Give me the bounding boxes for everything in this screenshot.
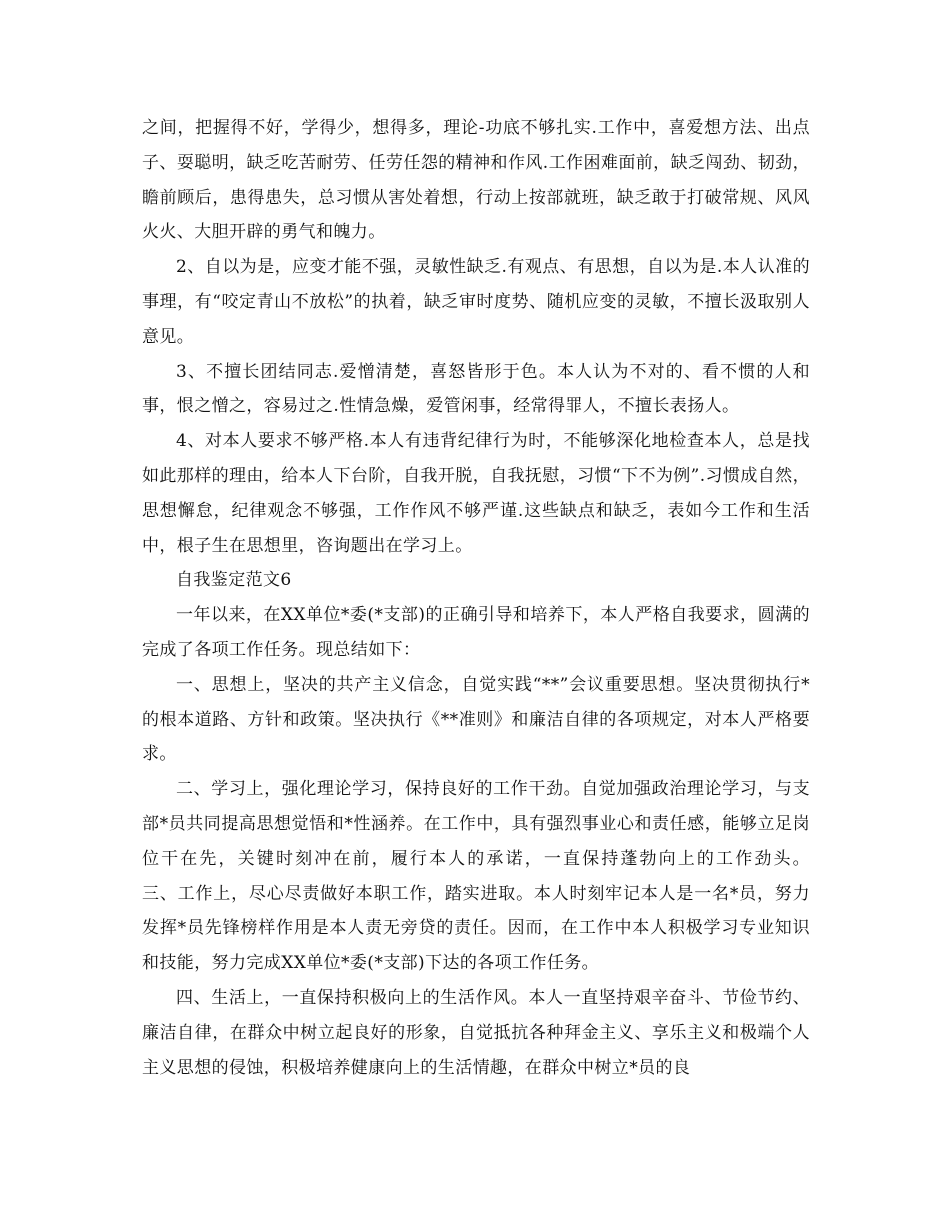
paragraph-life: 四、生活上，一直保持积极向上的生活作风。本人一直坚持艰辛奋斗、节俭节约、廉洁自律，在群众中树立起良好的形象，自觉抵抗各种拜金主义、享乐主义和极端个人主义思想的侵蚀，积极培养健康向上的生活情趣，在群众中树立*员的良 bbox=[142, 987, 810, 1078]
paragraph-item-4: 4、对本人要求不够严格.本人有违背纪律行为时，不能够深化地检查本人，总是找如此那样的理由，给本人下台阶，自我开脱，自我抚慰，习惯“下不为例”.习惯成自然，思想懈怠，纪律观念不够强，工作作风不够严谨.这些缺点和缺乏，表如今工作和生活中，根子生在思想里，咨询题出在学习上。 bbox=[142, 431, 810, 556]
paragraph-item-3: 3、不擅长团结同志.爱憎清楚，喜怒皆形于色。本人认为不对的、看不惯的人和事，恨之憎之，容易过之.性情急燥，爱管闲事，经常得罪人，不擅长表扬人。 bbox=[142, 361, 810, 417]
paragraph-intro: 一年以来，在XX单位*委(*支部)的正确引导和培养下，本人严格自我要求，圆满的完成了各项工作任务。现总结如下： bbox=[142, 605, 810, 660]
section-heading: 自我鉴定范文6 bbox=[176, 570, 292, 591]
paragraph-thought: 一、思想上，坚决的共产主义信念，自觉实践“**”会议重要思想。坚决贯彻执行*的根本道路、方针和政策。坚决执行《**准则》和廉洁自律的各项规定，对本人严格要求。 bbox=[142, 674, 810, 765]
paragraph-item-2: 2、自以为是，应变才能不强，灵敏性缺乏.有观点、有思想，自以为是.本人认准的事理，有“咬定青山不放松”的执着，缺乏审时度势、随机应变的灵敏，不擅长汲取别人意见。 bbox=[142, 257, 810, 347]
paragraph-study-work: 二、学习上，强化理论学习，保持良好的工作干劲。自觉加强政治理论学习，与支部*员共同提高思想觉悟和*性涵养。在工作中，具有强烈事业心和责任感，能够立足岗位干在先，关键时刻冲在前，履行本人的承诺，一直保持蓬勃向上的工作劲头。 三、工作上，尽心尽责做好本职工作，踏实进取。本人时刻牢记本人是一名*员，努力发挥*员先锋榜样作用是本人责无旁贷的责任。因而，在工作中本人积极学习专业知识和技能，努力完成XX单位*委(*支部)下达的各项工作任务。 bbox=[142, 779, 869, 974]
paragraph-continuation: 之间，把握得不好，学得少，想得多，理论-功底不够扎实.工作中，喜爱想方法、出点子、耍聪明，缺乏吃苦耐劳、任劳任怨的精神和作风.工作困难面前，缺乏闯劲、韧劲，瞻前顾后，患得患失，总习惯从害处着想，行动上按部就班，缺乏敢于打破常规、风风火火、大胆开辟的勇气和魄力。 bbox=[142, 118, 810, 243]
document-body bbox=[142, 111, 869, 1085]
